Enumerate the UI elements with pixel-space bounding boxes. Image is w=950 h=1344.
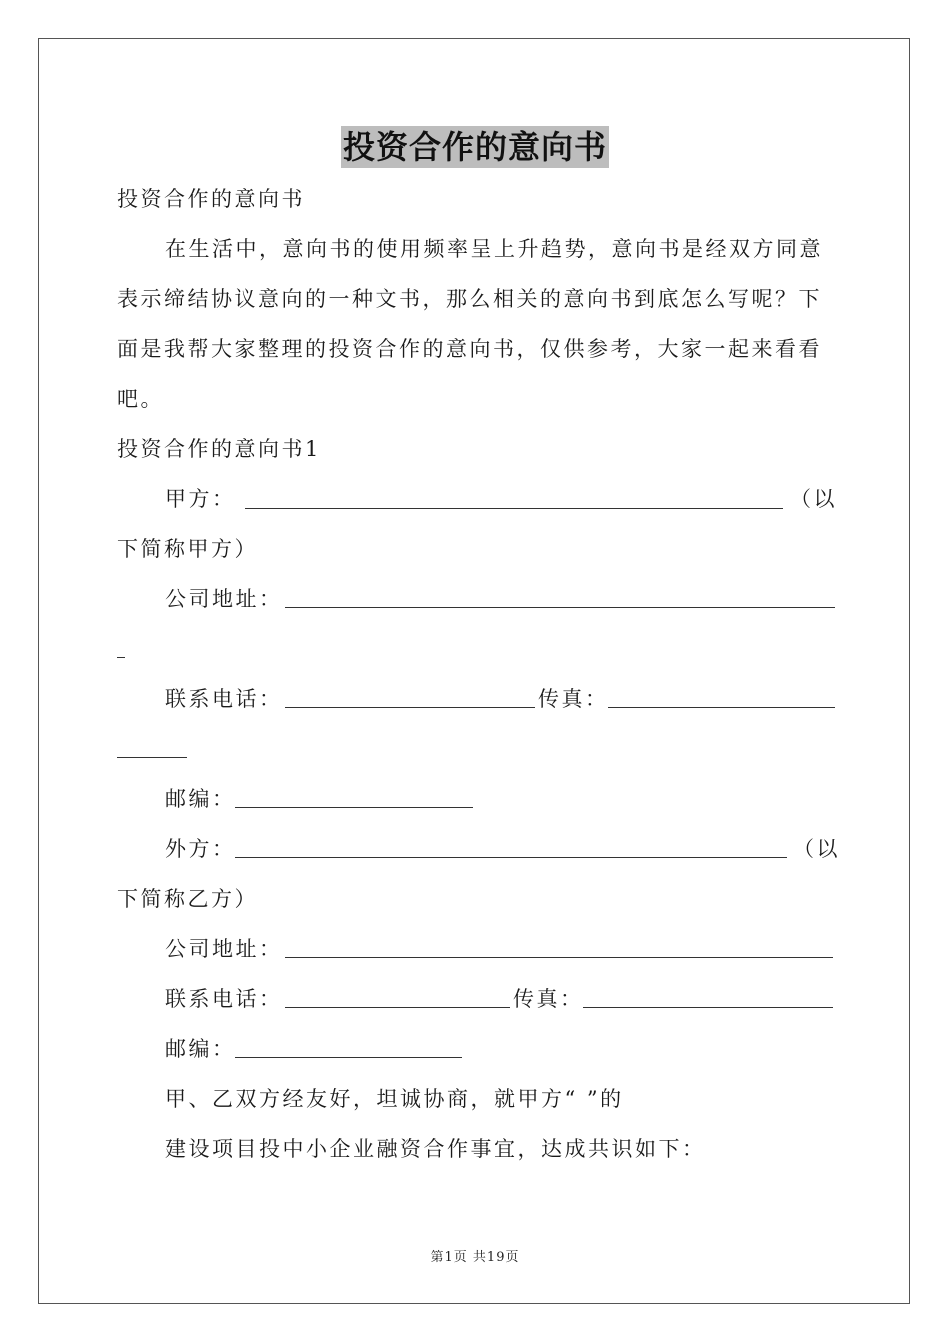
section-heading-1: 投资合作的意向书1 [117,437,321,461]
intro-line-3: 面是我帮大家整理的投资合作的意向书，仅供参考，大家一起来看看 [117,337,822,361]
title-wrap [0,126,950,168]
page-footer: 第1页 共19页 [430,1250,520,1265]
page-border [38,38,910,1304]
party-b-phone-label: 联系电话： [165,987,283,1011]
party-b-name-blank [235,857,787,858]
party-a-phone-blank [285,707,535,708]
party-a-postcode-label: 邮编： [165,787,236,811]
party-b-suffix-line2: 下简称乙方） [117,887,258,911]
party-a-fax-blank [608,707,835,708]
party-a-fax-blank-tail [117,757,187,758]
party-b-phone-blank [285,1007,510,1008]
party-b-label: 外方： [165,837,236,861]
intro-line-2: 表示缔结协议意向的一种文书，那么相关的意向书到底怎么写呢？下 [117,287,822,311]
party-b-postcode-label: 邮编： [165,1037,236,1061]
party-a-address-label: 公司地址： [165,587,283,611]
party-b-fax-label: 传真： [513,987,584,1011]
party-b-address-label: 公司地址： [165,937,283,961]
agreement-line-1: 甲、乙双方经友好，坦诚协商，就甲方“ ”的 [165,1087,624,1111]
document-title: 投资合作的意向书 [342,128,607,166]
party-b-suffix: （以 [793,837,840,861]
party-a-address-blank-tail [117,657,125,658]
party-a-phone-label: 联系电话： [165,687,283,711]
subtitle: 投资合作的意向书 [117,187,305,211]
party-a-address-blank [285,607,835,608]
party-b-postcode-blank [235,1057,462,1058]
party-b-fax-blank [583,1007,833,1008]
party-a-suffix: （以 [790,487,837,511]
intro-line-4: 吧。 [117,387,164,411]
intro-line-1: 在生活中，意向书的使用频率呈上升趋势，意向书是经双方同意 [165,237,823,261]
party-b-address-blank [285,957,833,958]
party-a-suffix-line2: 下简称甲方） [117,537,258,561]
agreement-line-2: 建设项目投中小企业融资合作事宜，达成共识如下： [165,1137,706,1161]
party-a-name-blank [245,508,783,509]
party-a-label: 甲方： [165,487,236,511]
party-a-postcode-blank [235,807,473,808]
party-a-fax-label: 传真： [538,687,609,711]
